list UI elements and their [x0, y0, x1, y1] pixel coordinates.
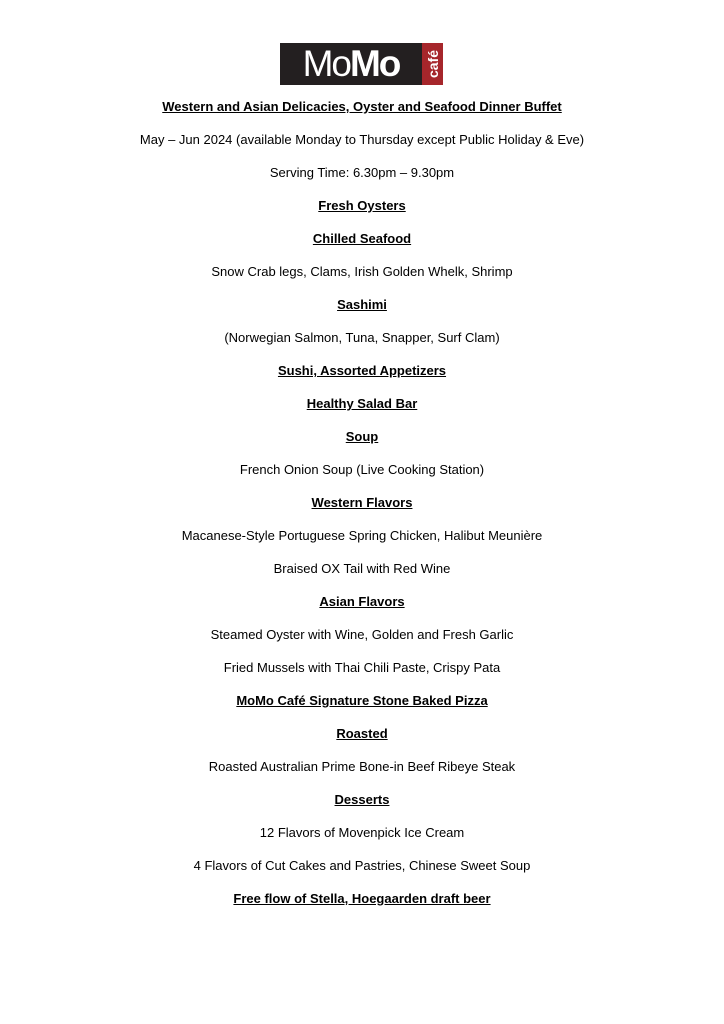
menu-section-heading: Fresh Oysters: [318, 198, 406, 213]
logo-cafe-tag: [422, 43, 443, 85]
menu-section-heading: Sashimi: [337, 297, 387, 312]
menu-section-heading: Sushi, Assorted Appetizers: [277, 363, 447, 378]
menu-section-heading: Chilled Seafood: [312, 231, 412, 246]
menu-item-text: French Onion Soup (Live Cooking Station): [239, 462, 485, 477]
logo-text-thin: Mo: [302, 43, 350, 84]
menu-item-text: Macanese-Style Portuguese Spring Chicken, Halibut Meunière: [181, 528, 543, 543]
menu-item-text: Steamed Oyster with Wine, Golden and Fresh Garlic: [210, 627, 514, 642]
logo-cafe-text: café: [424, 49, 441, 79]
menu-item-text: Braised OX Tail with Red Wine: [273, 561, 451, 576]
logo-wordmark: [280, 43, 422, 85]
menu-item-text: Snow Crab legs, Clams, Irish Golden Whelk, Shrimp: [211, 264, 513, 279]
menu-section-heading: Free flow of Stella, Hoegaarden draft beer: [233, 891, 491, 906]
menu-item-text: 4 Flavors of Cut Cakes and Pastries, Chinese Sweet Soup: [193, 858, 531, 873]
menu-section-heading: Roasted: [336, 726, 388, 741]
menu-item-text: May – Jun 2024 (available Monday to Thursday except Public Holiday & Eve): [139, 132, 585, 147]
menu-item-text: (Norwegian Salmon, Tuna, Snapper, Surf Clam): [224, 330, 500, 345]
menu-section-heading: Soup: [345, 429, 379, 444]
logo-text-bold: Mo: [349, 43, 400, 84]
menu-section-heading: Western Flavors: [311, 495, 413, 510]
momo-cafe-logo: [280, 43, 443, 85]
menu-item-text: Fried Mussels with Thai Chili Paste, Crispy Pata: [223, 660, 501, 675]
menu-item-text: Roasted Australian Prime Bone-in Beef Ribeye Steak: [208, 759, 516, 774]
menu-item-text: Serving Time: 6.30pm – 9.30pm: [269, 165, 455, 180]
menu-section-heading: Healthy Salad Bar: [306, 396, 418, 411]
menu-section-heading: Western and Asian Delicacies, Oyster and Seafood Dinner Buffet: [162, 99, 562, 114]
menu-section-heading: Asian Flavors: [319, 594, 405, 609]
menu-section-heading: MoMo Café Signature Stone Baked Pizza: [236, 693, 488, 708]
menu-item-text: 12 Flavors of Movenpick Ice Cream: [259, 825, 465, 840]
buffet-menu: [0, 96, 724, 921]
menu-section-heading: Desserts: [334, 792, 390, 807]
